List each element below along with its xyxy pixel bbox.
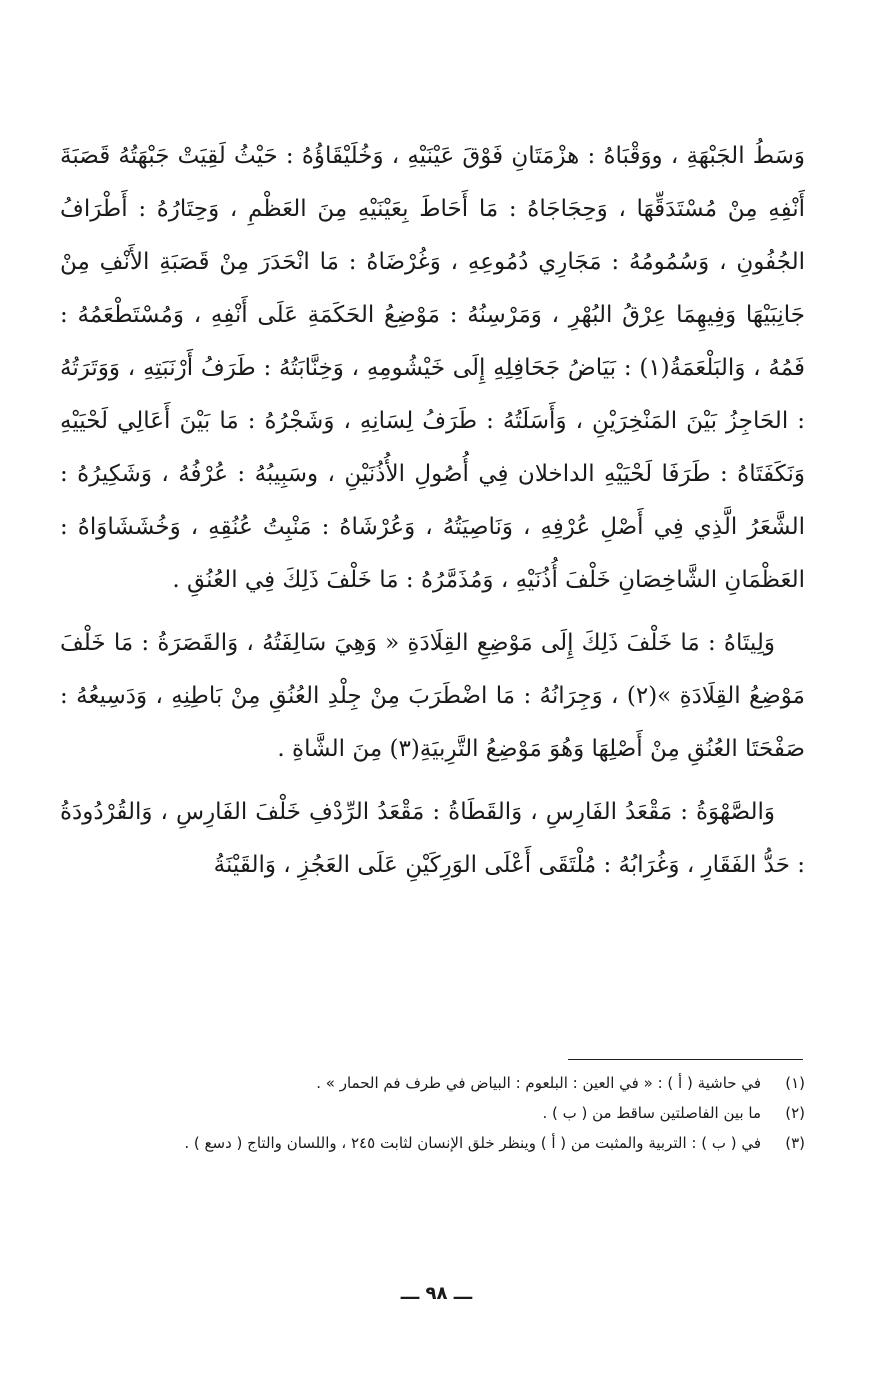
footnote-3 <box>55 1128 805 1158</box>
footnote-number: (٢) <box>785 1104 805 1122</box>
footnote-text: في حاشية ( أ ) : « في العين : البلعوم : البياض في طرف فم الحمار » . <box>316 1074 761 1092</box>
page-number: ـــ ٩٨ ـــ <box>400 1283 473 1304</box>
footnotes <box>55 1068 805 1158</box>
main-text <box>60 130 805 892</box>
paragraph-1: وَسَطُ الجَبْهَةِ ، ووَقْبَاهُ : هزْمَتَانِ فَوْقَ عَيْنَيْهِ ، وَخُلَيْقَاؤُهُ : حَيْثُ لَقِيَتْ جَبْهَتُهُ قَصَبَةَ أَنْفِهِ مِنْ مُسْتَدَقِّهَا ، وَحِجَاجَاهُ : مَا أَحَاطَ بِعَيْنَيْهِ مِنَ العَظْمِ ، وَحِتَارُهُ : أَطْرَافُ الجُفُونِ ، وَسُمُومُهُ : مَجَارِي دُمُوعِهِ ، وَغُرْضَاهُ : مَا انْحَدَرَ مِنْ قَصَبَةِ الأَنْفِ مِنْ جَانِبَيْهَا وَفِيهِمَا عِرْقُ البُهْرِ ، وَمَرْسِنُهُ : مَوْضِعُ الحَكَمَةِ عَلَى أَنْفِهِ ، وَمُسْتَطْعَمُهُ : فَمُهُ ، وَالبَلْعَمَةُ(١) : بَيَاضُ جَحَافِلِهِ إِلَى خَيْشُومِهِ ، وَخِنَّابَتُهُ : طَرَفُ أَرْنَبَتِهِ ، وَوَتَرَتُهُ : الحَاجِزُ بَيْنَ المَنْخِرَيْنِ ، وَأَسَلَتُهُ : طَرَفُ لِسَانِهِ ، وَشَجْرُهُ : مَا بَيْنَ أَعَالِي لَحْيَيْهِ وَنَكَفَتَاهُ : طَرَفَا لَحْيَيْهِ الداخلان فِي أُصُولِ الأُذُنَيْنِ ، وسَبِيبُهُ : عُرْفُهُ ، وَشَكِيرُهُ : الشَّعَرُ الَّذِي فِي أَصْلِ عُرْفِهِ ، وَنَاصِيَتُهُ ، وَعُرْشَاهُ : مَنْبِتُ عُنُقِهِ ، وَخُشَشَاوَاهُ : العَظْمَانِ الشَّاخِصَانِ خَلْفَ أُذُنَيْهِ ، وَمُذَمَّرُهُ : مَا خَلْفَ ذَلِكَ فِي العُنُقِ . <box>60 143 805 593</box>
footnote-1 <box>55 1068 805 1098</box>
footnote-number: (١) <box>785 1074 805 1092</box>
footnote-number: (٣) <box>785 1134 805 1152</box>
footnote-divider <box>568 1059 803 1060</box>
footnote-2 <box>55 1098 805 1128</box>
paragraph-3: وَالصَّهْوَةُ : مَقْعَدُ الفَارِسِ ، وَالقَطَاةُ : مَقْعَدُ الرِّدْفِ خَلْفَ الفَارِسِ ، وَالقُرْدُودَةُ : حَدُّ الفَقَارِ ، وَغُرَابُهُ : مُلْتَقَى أَعْلَى الوَرِكَيْنِ عَلَى العَجُزِ ، وَالقَيْنَةُ <box>60 799 805 878</box>
footnote-text: في ( ب ) : التربية والمثبت من ( أ ) وينظر خلق الإنسان لثابت ٢٤٥ ، واللسان والتاج ( دسع ) . <box>184 1134 761 1152</box>
paragraph-2: وَلِيتَاهُ : مَا خَلْفَ ذَلِكَ إِلَى مَوْضِعِ القِلَادَةِ « وَهِيَ سَالِفَتُهُ ، وَالقَصَرَةُ : مَا خَلْفَ مَوْضِعُ القِلَادَةِ »(٢) ، وَجِرَانُهُ : مَا اضْطَرَبَ مِنْ جِلْدِ العُنُقِ مِنْ بَاطِنِهِ ، وَدَسِيعُهُ : صَفْحَتَا العُنُقِ مِنْ أَصْلِهَا وَهُوَ مَوْضِعُ التَّرِبيَةِ(٣) مِنَ الشَّاةِ . <box>60 630 805 762</box>
footnote-text: ما بين الفاصلتين ساقط من ( ب ) . <box>542 1104 761 1122</box>
